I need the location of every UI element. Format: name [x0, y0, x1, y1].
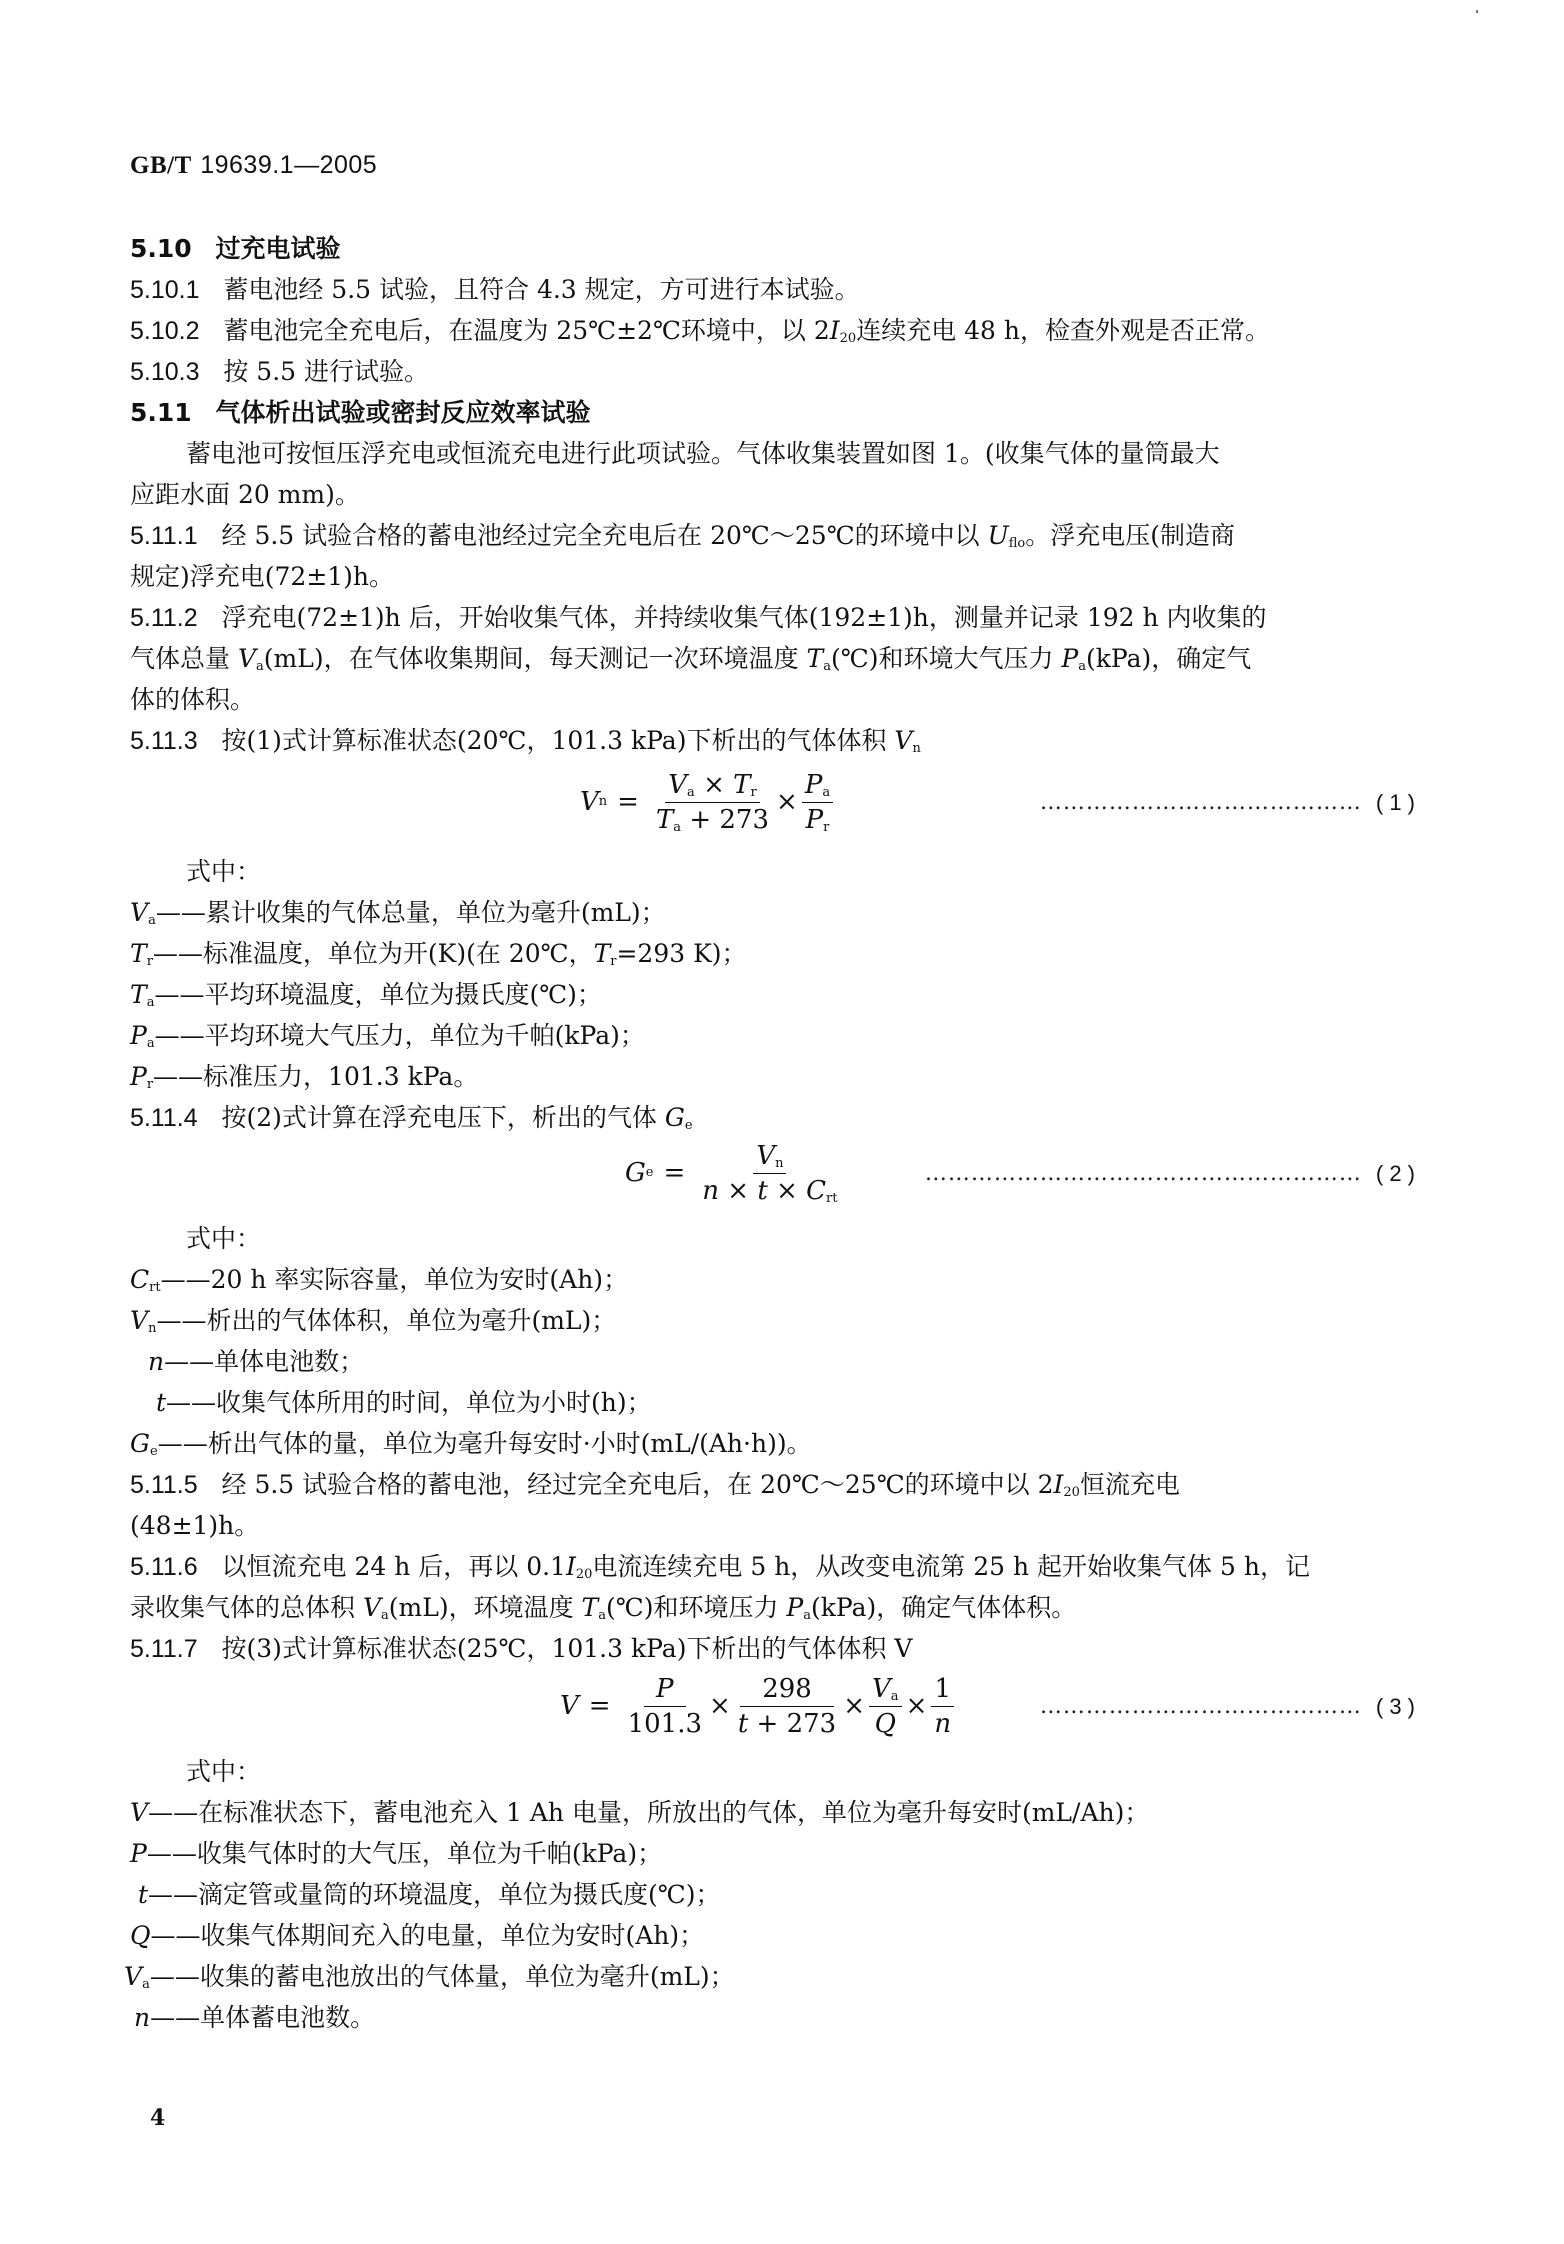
definition-item: $C_{rt}——20$ h 率实际容量，单位为安时(Ah)；	[130, 1265, 629, 1295]
section-title: 气体析出试验或密封反应效率试验	[215, 398, 591, 427]
definition-item: $T_r——$标准温度，单位为开(K)(在 20℃，$T_r=293$ K)；	[130, 939, 747, 969]
where-label: 式中：	[186, 1757, 262, 1786]
equation-1-leader: …………………………………… ( 1 )	[1040, 761, 1415, 843]
paragraph-line: 录收集气体的总体积 $V_a(mL)$，环境温度 $T_a(℃)$和环境压力 $P_a(kPa)$，确定气体体积。	[130, 1593, 1077, 1623]
equation-2-leader: ………………………………………………… ( 2 )	[925, 1138, 1415, 1208]
page-number: 4	[150, 2105, 166, 2131]
section-title: 过充电试验	[215, 234, 341, 263]
equation-number: ( 2 )	[1375, 1160, 1415, 1186]
clause-5-10-3: 5.10.3 按 5.5 进行试验。	[130, 357, 430, 386]
clause-5-11-7: 5.11.7 按(3)式计算标准状态(25℃，101.3 kPa)下析出的气体体积 V	[130, 1634, 913, 1663]
definition-item: $V_a——$累计收集的气体总量，单位为毫升(mL)；	[130, 898, 666, 928]
equation-3-formula: V = $\frac{P}{101.3}$ × $\frac{298}{t + 273}$ × $\frac{V_a}{Q}$ × $\frac{1}{n}$	[560, 1669, 958, 1743]
definition-item: V——在标准状态下，蓄电池充入 1 Ah 电量，所放出的气体，单位为毫升每安时(mL/Ah)；	[130, 1798, 1150, 1827]
paragraph-line: 应距水面 20 mm)。	[130, 480, 360, 509]
definition-item: $P_a——$平均环境大气压力，单位为千帕(kPa)；	[130, 1021, 645, 1051]
clause-5-10-1: 5.10.1 蓄电池经 5.5 试验，且符合 4.3 规定，方可进行本试验。	[130, 275, 860, 304]
equation-2	[130, 1138, 1415, 1208]
definition-item: n——单体蓄电池数。	[134, 2003, 376, 2032]
equation-3-leader: …………………………………… ( 3 )	[1040, 1669, 1415, 1743]
clause-5-11-3: 5.11.3 按(1)式计算标准状态(20℃，101.3 kPa)下析出的气体体积 $V_n$	[130, 726, 921, 756]
section-heading-5-10: 5.10 过充电试验	[130, 234, 341, 263]
fraction: $\frac{1}{n}$	[931, 1674, 954, 1739]
clause-5-11-4: 5.11.4 按(2)式计算在浮充电压下，析出的气体 $G_e$	[130, 1103, 693, 1133]
paragraph-line: 体的体积。	[130, 685, 256, 714]
clause-5-10-2: 5.10.2 蓄电池完全充电后，在温度为 25℃±2℃环境中，以 $2I_{20}$连续充电 48 h，检查外观是否正常。	[130, 316, 1271, 346]
clause-5-11-6: 5.11.6 以恒流充电 24 h 后，再以 $0.1I_{20}$电流连续充电 5 h，从改变电流第 25 h 起开始收集气体 5 h，记	[130, 1552, 1310, 1582]
definition-item: t——滴定管或量筒的环境温度，单位为摄氏度(℃)；	[138, 1880, 721, 1909]
section-heading-5-11: 5.11 气体析出试验或密封反应效率试验	[130, 398, 591, 427]
definition-item: $V_n——$析出的气体体积，单位为毫升(mL)；	[130, 1306, 617, 1336]
equation-number: ( 3 )	[1375, 1693, 1415, 1719]
clause-5-11-5: 5.11.5 经 5.5 试验合格的蓄电池，经过完全充电后，在 20℃～25℃的环境中以 $2I_{20}$恒流充电	[130, 1470, 1180, 1500]
definition-item: Q——收集气体期间充入的电量，单位为安时(Ah)；	[130, 1921, 705, 1950]
paragraph-line: 气体总量 $V_a(mL)$，在气体收集期间，每天测记一次环境温度 $T_a(℃)$和环境大气压力 $P_a(kPa)$，确定气	[130, 644, 1252, 674]
fraction: $\frac{P_a}{P_r}$	[802, 770, 833, 835]
fraction: $\frac{P}{101.3}$	[627, 1673, 703, 1739]
standard-prefix: GB/T	[130, 152, 192, 179]
standard-header	[130, 150, 377, 180]
paragraph-line: 蓄电池可按恒压浮充电或恒流充电进行此项试验。气体收集装置如图 1。(收集气体的量筒最大	[186, 439, 1220, 468]
fraction: $\frac{298}{t + 273}$	[737, 1673, 837, 1739]
standard-number: 19639.1—2005	[200, 151, 378, 179]
equation-1-formula: V n = $\frac{V_a \times T_r}{T_a + 273}$ × $\frac{P_a}{P_r}$	[580, 761, 837, 843]
equation-2-formula: G e = $\frac{V_n}{n \times t \times C_{rt}}$	[625, 1138, 845, 1208]
where-label: 式中：	[186, 1224, 262, 1253]
fraction: $\frac{V_a \times T_r}{T_a + 273}$	[655, 769, 770, 835]
document-body	[124, 228, 1415, 2038]
definition-item: n——单体电池数；	[148, 1347, 365, 1376]
definition-item: t——收集气体所用的时间，单位为小时(h)；	[156, 1388, 652, 1417]
paragraph-line: 规定)浮充电(72±1)h。	[130, 562, 395, 591]
clause-5-11-2: 5.11.2 浮充电(72±1)h 后，开始收集气体，并持续收集气体(192±1)h，测量并记录 192 h 内收集的	[130, 603, 1267, 632]
clause-5-11-1: 5.11.1 经 5.5 试验合格的蓄电池经过完全充电后在 20℃～25℃的环境中以 $U_{flo}$。浮充电压(制造商	[130, 521, 1235, 551]
definition-item: $V_a——$收集的蓄电池放出的气体量，单位为毫升(mL)；	[124, 1962, 735, 1992]
where-label: 式中：	[186, 857, 262, 886]
fraction: $\frac{V_a}{Q}$	[869, 1674, 902, 1739]
definition-item: $G_e——$析出气体的量，单位为毫升每安时·小时(mL/(Ah·h))。	[130, 1429, 812, 1459]
equation-3	[130, 1669, 1415, 1743]
paragraph-line: (48±1)h。	[130, 1511, 260, 1540]
scan-artifact	[1476, 10, 1478, 13]
definition-item: $P_r——$标准压力，101.3 kPa。	[130, 1062, 479, 1092]
definition-item: $T_a——$平均环境温度，单位为摄氏度(℃)；	[130, 980, 602, 1010]
fraction: $\frac{V_n}{n \times t \times C_{rt}}$	[702, 1140, 838, 1206]
definition-item: P——收集气体时的大气压，单位为千帕(kPa)；	[130, 1839, 663, 1868]
equation-number: ( 1 )	[1375, 789, 1415, 815]
equation-1	[130, 761, 1415, 843]
